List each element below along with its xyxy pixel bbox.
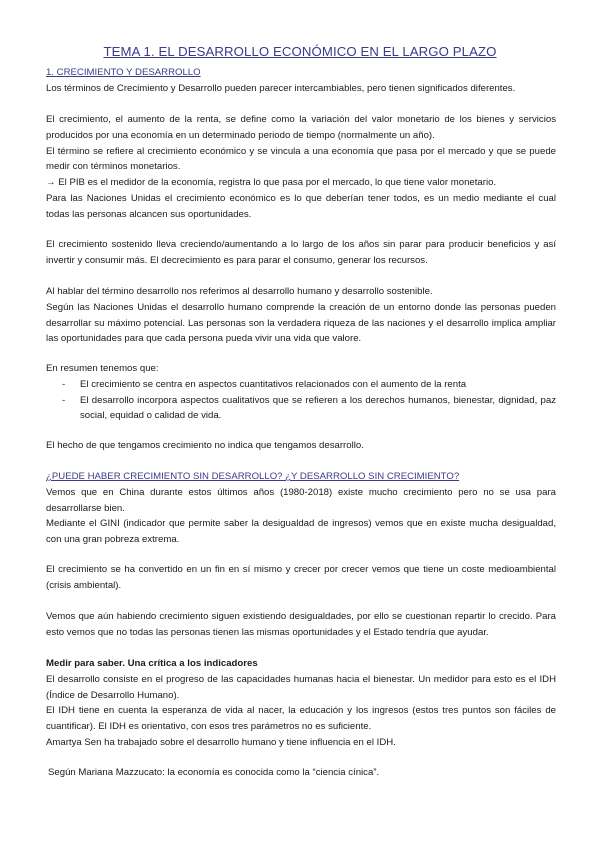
list-item-text: El desarrollo incorpora aspectos cualitativos que se refieren a los derechos humanos, bienestar, dignidad, paz social, equidad o calidad de vida. — [80, 394, 556, 422]
paragraph: En resumen tenemos que: — [46, 363, 159, 374]
paragraph: Vemos que aún habiendo crecimiento siguen existiendo desigualdades, por ello se cuestionan repartir lo crecido. Para esto vemos que no todas las personas tienen las mismas oportunidades y el Estado tendría que ayudar. — [46, 611, 556, 638]
paragraph: → El PIB es el medidor de la economía, registra lo que pasa por el mercado, lo que tiene valor monetario. — [46, 177, 497, 189]
list-item — [46, 393, 556, 425]
bullet-dash: - — [62, 394, 66, 406]
list-item-text: El crecimiento se centra en aspectos cuantitativos relacionados con el aumento de la renta — [80, 378, 467, 390]
paragraph: Amartya Sen ha trabajado sobre el desarrollo humano y tiene influencia en el IDH. — [46, 736, 396, 748]
bullet-dash: - — [62, 378, 66, 390]
bullet-list — [46, 377, 556, 424]
paragraph: El crecimiento sostenido lleva creciendo/aumentando a lo largo de los años sin parar para producir beneficios y así invertir y consumir más. El decrecimiento es para parar el consumo, generar los recursos. — [46, 239, 556, 266]
paragraph: Según las Naciones Unidas el desarrollo humano comprende la creación de un entorno donde las personas pueden desarrollar su máximo potencial. Las personas son la verdadera riqueza de las naciones y el desarrollo implica ampliar las oportunidades para que cada persona pueda vivir una vida que valore. — [46, 301, 556, 345]
section-heading: ¿PUEDE HABER CRECIMIENTO SIN DESARROLLO? ¿Y DESARROLLO SIN CRECIMIENTO? — [46, 471, 460, 482]
paragraph: El IDH tiene en cuenta la esperanza de vida al nacer, la educación y los ingresos (estos tres puntos son fáciles de cuantificar). El IDH es orientativo, con esos tres parámetros no es suficiente. — [46, 705, 556, 733]
summary-block — [46, 361, 556, 424]
paragraph: Los términos de Crecimiento y Desarrollo pueden parecer intercambiables, pero tienen significados diferentes. — [46, 82, 516, 94]
paragraph-block — [46, 438, 556, 454]
paragraph-block — [46, 237, 556, 269]
paragraph: Al hablar del término desarrollo nos referimos al desarrollo humano y desarrollo sostenible. — [46, 286, 433, 297]
paragraph-block — [46, 112, 556, 223]
paragraph: El desarrollo consiste en el progreso de las capacidades humanas hacia el bienestar. Un medidor para esto es el IDH (Índice de Desarrollo Humano). — [46, 673, 556, 701]
paragraph: El término se refiere al crecimiento económico y se vincula a una economía que pasa por el mercado y que se puede medir con términos monetarios. — [46, 145, 556, 173]
paragraph: Mediante el GINI (indicador que permite saber la desigualdad de ingresos) vemos que en existe mucha desigualdad, con una gran pobreza extrema. — [46, 518, 556, 546]
paragraph: El crecimiento, el aumento de la renta, se define como la variación del valor monetario de los bienes y servicios producidos por una economía en un determinado periodo de tiempo (normalmente un año). — [46, 114, 556, 141]
section-medir-para-saber — [46, 656, 556, 751]
section-crecimiento-desarrollo — [46, 65, 556, 97]
document-title: TEMA 1. EL DESARROLLO ECONÓMICO EN EL LARGO PLAZO — [103, 44, 497, 59]
paragraph-block — [46, 609, 556, 641]
section-heading: 1. CRECIMIENTO Y DESARROLLO — [46, 67, 201, 78]
paragraph: Para las Naciones Unidas el crecimiento económico es lo que deberían tener todos, es un medio mediante el cual todas las personas alcancen sus oportunidades. — [46, 192, 556, 220]
list-item — [46, 377, 556, 393]
paragraph-block — [46, 284, 556, 347]
section-crecimiento-sin-desarrollo — [46, 469, 556, 548]
paragraph-block — [46, 562, 556, 594]
section-heading: Medir para saber. Una crítica a los indicadores — [46, 658, 258, 669]
paragraph: Según Mariana Mazzucato: la economía es conocida como la “ciencia cínica”. — [48, 767, 380, 778]
paragraph: Vemos que en China durante estos últimos años (1980-2018) existe mucho crecimiento pero no se usa para desarrollarse bien. — [46, 486, 556, 514]
paragraph-block — [48, 765, 558, 781]
paragraph: El hecho de que tengamos crecimiento no indica que tengamos desarrollo. — [46, 440, 364, 451]
paragraph: El crecimiento se ha convertido en un fin en sí mismo y crecer por crecer vemos que tiene un coste medioambiental (crisis ambiental). — [46, 564, 556, 591]
